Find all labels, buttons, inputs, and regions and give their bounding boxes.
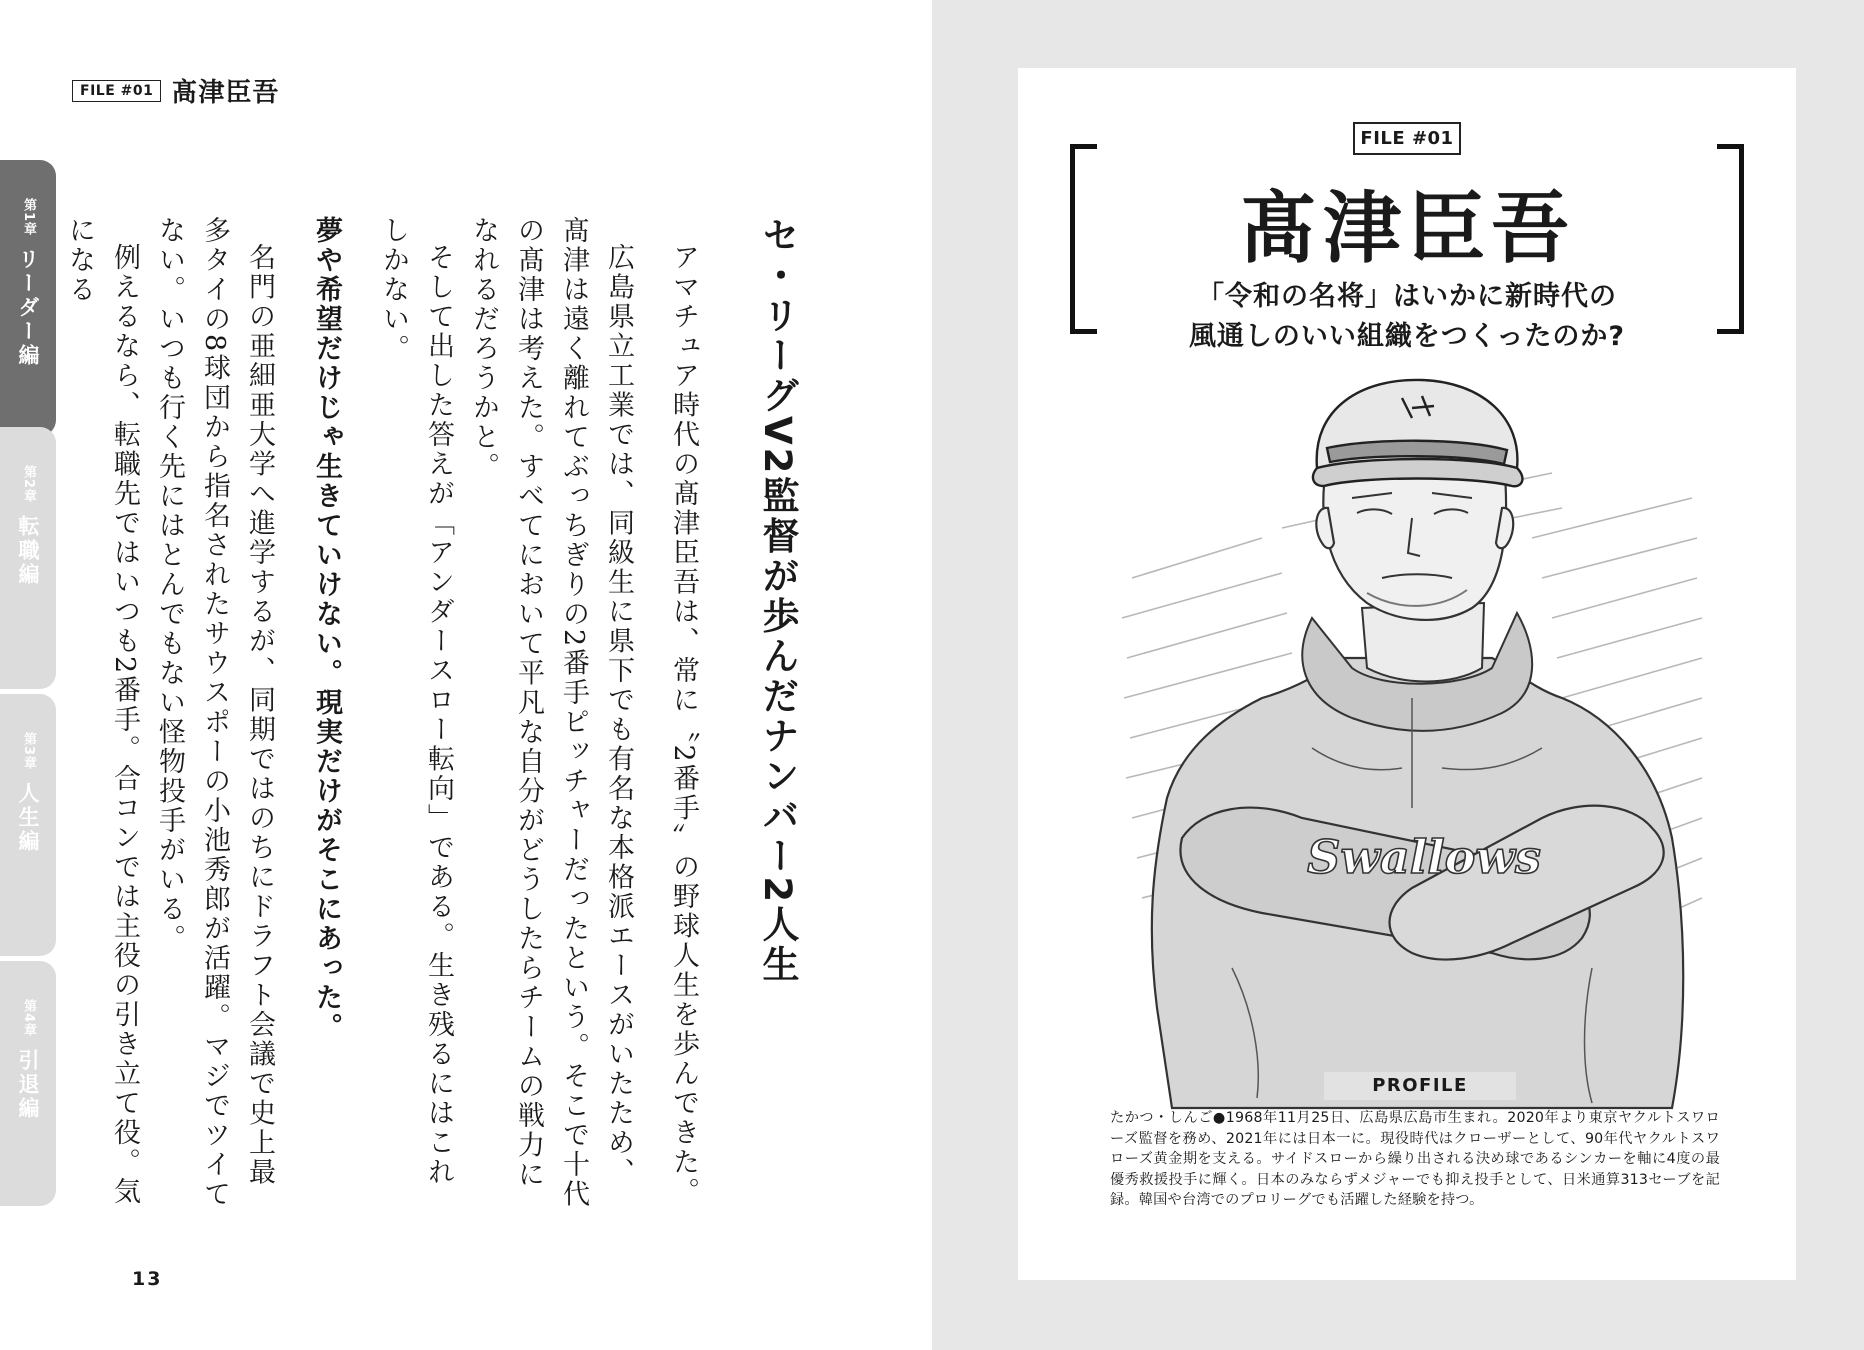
- card-subtitle-line-1: 「令和の名将」はいかに新時代の: [1197, 281, 1617, 312]
- chapter-tab-title: リーダー編: [16, 247, 40, 368]
- chapter-tab-1[interactable]: [0, 160, 56, 436]
- chapter-tab-2[interactable]: [0, 427, 56, 689]
- head: [1316, 463, 1513, 620]
- chapter-tab-title: 引退編: [16, 1048, 40, 1121]
- chapter-tab-number: 第2章: [21, 465, 36, 504]
- card-name: 髙津臣吾: [1238, 184, 1575, 274]
- article-body: [57, 216, 802, 1216]
- chapter-tab-number: 第4章: [21, 999, 36, 1038]
- article-title: セ・リーグV2監督が歩んだナンバー2人生: [756, 216, 799, 986]
- right-page: [932, 0, 1864, 1350]
- highlight-paragraph: 夢や希望だけじゃ生きていけない。現実だけがそこにあった。: [311, 216, 342, 1042]
- paragraph: 広島県立工業では、同級生に県下でも有名な本格派エースがいたため、髙津は遠く離れてぶっちぎりの2番手ピッチャーだったという。そこで十代の髙津は考えた。すべてにおいて平凡な自分がどうしたらチームの戦力になれるだろうかと。: [468, 216, 634, 1210]
- page-number: 13: [132, 1268, 163, 1290]
- cap: [1313, 380, 1522, 486]
- paragraph: アマチュア時代の髙津臣吾は、常に〝2番手〟の野球人生を歩んできた。: [668, 243, 699, 1207]
- card-subtitle-line-2: 風通しのいい組織をつくったのか?: [1188, 321, 1626, 352]
- paragraph: そして出した答えが「アンダースロー転向」である。生き残るにはこれしかない。: [378, 216, 454, 1187]
- running-header-name: 髙津臣吾: [171, 78, 280, 108]
- portrait-illustration: [1112, 368, 1712, 1128]
- chapter-tab-title: 人生編: [16, 781, 40, 854]
- chapter-tab-title: 転職編: [16, 514, 40, 587]
- paragraph: 例えるなら、転職先ではいつも2番手。合コンでは主役の引き立て役。気になる: [64, 216, 140, 1207]
- running-header: [72, 72, 279, 109]
- chapter-tab-3[interactable]: [0, 694, 56, 956]
- jacket-lettering: Swallows: [1307, 830, 1541, 884]
- card-file-tag: FILE #01: [1353, 122, 1461, 155]
- profile-card: [1018, 68, 1796, 1280]
- profile-heading: PROFILE: [1324, 1072, 1516, 1100]
- chapter-tab-4[interactable]: [0, 961, 56, 1206]
- file-tag: FILE #01: [72, 80, 161, 102]
- profile-text: たかつ・しんご●1968年11月25日、広島県広島市生まれ。2020年より東京ヤクルトスワローズ監督を務め、2021年には日本一に。現役時代はクローザーとして、90年代ヤクルトスワローズ黄金期を支える。サイドスローから繰り出される決め球であるシンカーを軸に4度の最優秀救援投手に輝く。日本のみならずメジャーでも抑え投手として、日米通算313セーブを記録。韓国や台湾でのプロリーグでも活躍した経験を持つ。: [1110, 1110, 1720, 1208]
- chapter-tab-number: 第1章: [21, 198, 36, 237]
- chapter-tab-number: 第3章: [21, 732, 36, 771]
- paragraph: 名門の亜細亜大学へ進学するが、同期ではのちにドラフト会議で史上最多タイの8球団から指名されたサウスポーの小池秀郎が活躍。マジでツイてない。いつも行く先にはとんでもない怪物投手がいる。: [154, 216, 275, 1210]
